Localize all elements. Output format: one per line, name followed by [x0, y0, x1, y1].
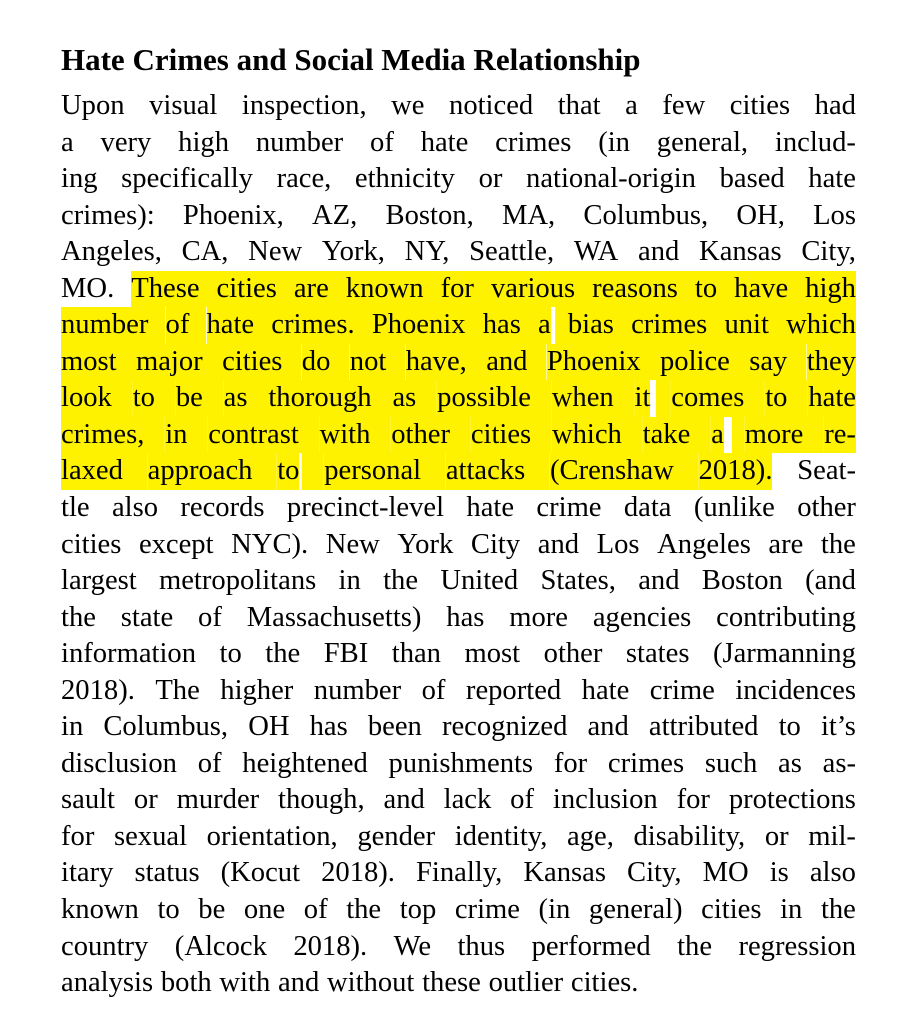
word: CA, [181, 236, 229, 268]
word: or [133, 784, 158, 816]
word: and [277, 967, 320, 999]
highlighted-word: crimes, [61, 417, 144, 454]
word: top [399, 894, 437, 926]
highlighted-word: a [538, 307, 551, 344]
word: The [155, 674, 200, 706]
word: (and [805, 565, 856, 597]
highlighted-word: Phoenix [547, 344, 641, 381]
word: York, [321, 236, 385, 268]
word: few [662, 90, 706, 121]
word: Los [596, 528, 640, 560]
word: the [677, 930, 713, 962]
word: City [470, 528, 521, 560]
highlighted-word: approach [148, 453, 253, 490]
text-line [61, 490, 856, 527]
highlighted-word: as [392, 380, 416, 417]
highlighted-word: to [765, 380, 787, 417]
word: protections [728, 784, 856, 816]
highlighted-word: when [552, 380, 614, 417]
text-line [61, 673, 856, 710]
highlighted-word: in [165, 417, 187, 454]
word: incidences [735, 674, 856, 706]
word: recognized [441, 711, 568, 743]
word: and [383, 784, 425, 816]
word: contributing [716, 601, 856, 633]
word: NY, [404, 236, 450, 268]
word: Finally, [416, 857, 503, 889]
word: MA, [501, 199, 556, 231]
word: has [309, 711, 348, 743]
word: cities. [570, 967, 639, 999]
word: or [764, 820, 789, 852]
highlighted-word: of [166, 307, 190, 344]
word: Seat- [797, 455, 856, 487]
word: Boston, [385, 199, 474, 231]
word: Massachusetts) [246, 601, 422, 633]
word: punishments [388, 747, 534, 779]
highlighted-word: other [391, 417, 450, 454]
word: FBI [323, 638, 369, 670]
word: a [61, 126, 74, 158]
word: 2018). [61, 674, 135, 706]
text-line [61, 819, 856, 856]
highlighted-word: has [483, 307, 521, 344]
highlighted-word: cities [471, 417, 531, 454]
word: inclusion [552, 784, 658, 816]
word: (Jarmanning [712, 638, 856, 670]
section-heading: Hate Crimes and Social Media Relationship [61, 42, 641, 77]
word: age, [567, 820, 614, 852]
text-line [61, 125, 856, 162]
word: City, [801, 236, 856, 268]
word: attributed [648, 711, 759, 743]
word: to [778, 711, 801, 743]
word: than [391, 638, 441, 670]
word: visual [149, 90, 218, 121]
text-line [61, 307, 856, 344]
text-line [61, 344, 856, 381]
word: as [778, 747, 802, 779]
word: cities [61, 528, 122, 560]
highlighted-word: do [302, 344, 331, 381]
word: gender [357, 820, 436, 852]
text-line [61, 563, 856, 600]
word: and [587, 711, 629, 743]
word: number [255, 126, 344, 158]
highlighted-word: thorough [268, 380, 371, 417]
word: records [180, 492, 265, 524]
word: ing [61, 163, 98, 195]
word: lack [443, 784, 492, 816]
word: and [638, 565, 680, 597]
word: of [370, 126, 394, 158]
word: Columbus, [103, 711, 229, 743]
text-line [61, 600, 856, 637]
word: Phoenix, [182, 199, 284, 231]
word: for [676, 784, 710, 816]
word: specifically [121, 163, 253, 195]
highlighted-word: comes [671, 380, 744, 417]
highlighted-word: to [133, 380, 155, 417]
word: United [440, 565, 519, 597]
word: inspection, [241, 90, 367, 121]
word: also [111, 492, 159, 524]
word: has [446, 601, 485, 633]
word: had [814, 90, 856, 121]
word: states [625, 638, 690, 670]
word: the [265, 638, 301, 670]
highlighted-word: have [734, 271, 788, 308]
word: ethnicity [354, 163, 455, 195]
text-line [61, 234, 856, 271]
word: orientation, [206, 820, 338, 852]
text-line [61, 782, 856, 819]
word: MO. [61, 272, 115, 304]
highlighted-word: laxed [61, 453, 123, 490]
word: sexual [113, 820, 188, 852]
highlighted-word: say [749, 344, 787, 381]
word: (in [598, 126, 630, 158]
highlighted-word: possible [437, 380, 531, 417]
highlighted-word: hate [207, 307, 255, 344]
word: reported [465, 674, 562, 706]
highlighted-word: reasons [592, 271, 678, 308]
text-line [61, 965, 856, 1002]
highlighted-word: with [320, 417, 371, 454]
highlighted-word: for [441, 271, 474, 308]
highlighted-word: it [635, 380, 651, 417]
word: includ- [774, 126, 856, 158]
word: with [219, 967, 271, 999]
paper-page [61, 38, 856, 1002]
word: number [313, 674, 402, 706]
word: status [134, 857, 200, 889]
highlighted-word: major [136, 344, 203, 381]
word: both [160, 967, 212, 999]
word: hate [466, 492, 515, 524]
word: Boston [701, 565, 783, 597]
word: also [809, 857, 856, 889]
highlighted-word: contrast [208, 417, 299, 454]
text-line [61, 892, 856, 929]
word: and [638, 236, 680, 268]
word: AZ, [312, 199, 358, 231]
highlighted-word: take [643, 417, 691, 454]
word: in [61, 711, 84, 743]
highlighted-word: a [711, 417, 724, 454]
word: or [478, 163, 503, 195]
word: the [383, 565, 419, 597]
word: noticed [449, 90, 534, 121]
word: national-origin [526, 163, 696, 195]
word: the [61, 601, 96, 633]
word: crime [454, 894, 520, 926]
word: the [820, 528, 856, 560]
word: Angeles, [61, 236, 162, 268]
highlighted-word: bias [568, 307, 614, 344]
word: OH [248, 711, 290, 743]
text-line [61, 527, 856, 564]
word: information [61, 638, 196, 670]
word: it’s [820, 711, 856, 743]
word: most [464, 638, 521, 670]
word: we [391, 90, 425, 121]
text-line [61, 453, 856, 490]
text-line [61, 929, 856, 966]
word: cities [701, 894, 762, 926]
text-line [61, 855, 856, 892]
word: murder [176, 784, 260, 816]
word: hate [808, 163, 856, 195]
word: these [422, 967, 481, 999]
highlighted-word: and [486, 344, 527, 381]
highlighted-word: are [294, 271, 329, 308]
word: is [769, 857, 789, 889]
word: Los [813, 199, 856, 231]
word: New [325, 528, 380, 560]
text-line [61, 161, 856, 198]
highlighted-word: unit [724, 307, 768, 344]
highlighted-word: known [346, 271, 424, 308]
word: for [553, 747, 588, 779]
highlighted-word: various [491, 271, 575, 308]
word: of [421, 674, 446, 706]
word: been [367, 711, 422, 743]
word: the [820, 894, 856, 926]
word: high [178, 126, 230, 158]
highlighted-word: have, [406, 344, 467, 381]
text-line [61, 198, 856, 235]
word: for [61, 820, 95, 852]
word: in [338, 565, 361, 597]
highlighted-word: which [786, 307, 856, 344]
text-line [61, 271, 856, 308]
word: Kansas [699, 236, 782, 268]
word: (Kocut [220, 857, 301, 889]
word: Seattle, [469, 236, 555, 268]
word: more [509, 601, 568, 633]
word: of [198, 601, 222, 633]
highlighted-word: cities [217, 271, 277, 308]
word: except [138, 528, 214, 560]
word: disclusion [61, 747, 177, 779]
word: general) [588, 894, 683, 926]
word: heightened [242, 747, 368, 779]
word: (unlike [693, 492, 775, 524]
word: We [393, 930, 432, 962]
word: metropolitans [159, 565, 317, 597]
word: sault [61, 784, 116, 816]
highlighted-word: crimes. [271, 307, 354, 344]
highlighted-word: to [277, 453, 299, 490]
text-line [61, 88, 856, 125]
word: very [100, 126, 152, 158]
highlighted-word: personal [324, 453, 421, 490]
word: state [120, 601, 174, 633]
highlighted-word: number [61, 307, 148, 344]
word: higher [220, 674, 294, 706]
text-line [61, 746, 856, 783]
word: regression [738, 930, 856, 962]
word: general, [656, 126, 749, 158]
word: (Alcock [174, 930, 267, 962]
word: that [557, 90, 601, 121]
word: known [61, 894, 139, 926]
word: to [219, 638, 242, 670]
highlighted-word: as [224, 380, 248, 417]
word: WA [573, 236, 619, 268]
word: cities [729, 90, 791, 121]
word: crime [536, 492, 602, 524]
word: crimes): [61, 199, 155, 231]
word: mil- [808, 820, 856, 852]
highlighted-word: not [350, 344, 387, 381]
highlighted-word: re- [824, 417, 856, 454]
word: analysis [61, 967, 154, 999]
word: are [768, 528, 804, 560]
word: crime [649, 674, 715, 706]
body-paragraph [61, 88, 856, 1002]
word: (in [538, 894, 571, 926]
word: to [157, 894, 180, 926]
word: 2018). [321, 857, 395, 889]
word: largest [61, 565, 137, 597]
word: precinct-level [286, 492, 445, 524]
highlighted-word: These [131, 271, 199, 308]
highlighted-word: which [552, 417, 622, 454]
word: MO [702, 857, 749, 889]
highlighted-word: (Crenshaw [550, 453, 674, 490]
highlighted-word: more [745, 417, 804, 454]
word: hate [581, 674, 630, 706]
word: of [510, 784, 534, 816]
word: disability, [633, 820, 746, 852]
highlighted-word: they [807, 344, 856, 381]
word: such [704, 747, 758, 779]
text-line [61, 380, 856, 417]
word: data [623, 492, 672, 524]
word: without [326, 967, 415, 999]
word: other [543, 638, 603, 670]
highlighted-word: look [61, 380, 112, 417]
highlighted-word: attacks [446, 453, 525, 490]
word: crimes [607, 747, 685, 779]
word: Angeles [657, 528, 751, 560]
word: though, [278, 784, 365, 816]
word: agencies [592, 601, 692, 633]
text-line [61, 709, 856, 746]
highlighted-word: hate [808, 380, 856, 417]
word: identity, [454, 820, 548, 852]
word: Columbus, [583, 199, 709, 231]
word: New [248, 236, 303, 268]
highlighted-word: most [61, 344, 117, 381]
highlighted-word: high [805, 271, 856, 308]
text-line [61, 636, 856, 673]
highlighted-word: be [176, 380, 203, 417]
word: as- [822, 747, 856, 779]
word: Kansas [523, 857, 606, 889]
highlighted-word: crimes [631, 307, 707, 344]
word: Upon [61, 90, 125, 121]
word: hate [420, 126, 469, 158]
text-line [61, 417, 856, 454]
highlighted-word: cities [222, 344, 282, 381]
word: itary [61, 857, 114, 889]
highlighted-word: police [660, 344, 730, 381]
word: tle [61, 492, 90, 524]
highlighted-word: Phoenix [372, 307, 466, 344]
word: and [537, 528, 580, 560]
word: in [780, 894, 803, 926]
word: crimes [495, 126, 572, 158]
highlighted-word: 2018). [699, 453, 773, 490]
word: States, [540, 565, 616, 597]
word: performed [531, 930, 651, 962]
word: OH, [736, 199, 785, 231]
word: City, [627, 857, 682, 889]
word: race, [276, 163, 332, 195]
word: be [198, 894, 226, 926]
word: other [797, 492, 856, 524]
word: outlier [488, 967, 564, 999]
word: the [346, 894, 382, 926]
word: thus [457, 930, 506, 962]
highlighted-word: to [695, 271, 717, 308]
word: one [243, 894, 286, 926]
word: based [719, 163, 785, 195]
word: country [61, 930, 149, 962]
word: 2018). [293, 930, 368, 962]
word: of [197, 747, 222, 779]
word: NYC). [231, 528, 309, 560]
word: of [303, 894, 328, 926]
word: a [625, 90, 638, 121]
word: York [397, 528, 454, 560]
